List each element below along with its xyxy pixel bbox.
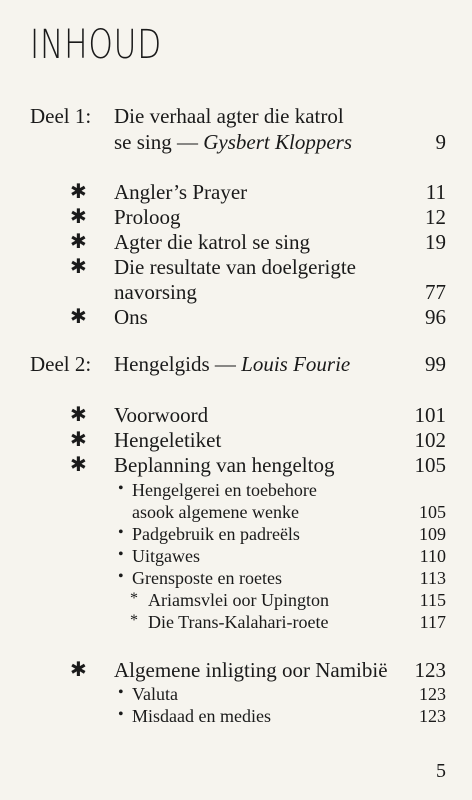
star-icon: ✱ <box>70 181 87 203</box>
toc-item-title: Agter die katrol se sing <box>114 230 310 254</box>
toc-subitem-title: Uitgawes <box>132 546 200 566</box>
part-title-line2 <box>114 130 352 155</box>
bullet-icon: • <box>118 568 124 585</box>
page-number: 5 <box>436 760 446 782</box>
star-icon: ✱ <box>70 659 87 681</box>
page-ref: 123 <box>414 658 446 682</box>
toc-subitem-title: Misdaad en medies <box>132 706 271 726</box>
bullet-icon: • <box>118 706 124 723</box>
star-icon: ✱ <box>70 404 87 426</box>
toc-item-title: Ons <box>114 305 148 329</box>
bullet-icon: • <box>118 480 124 497</box>
star-icon: ✱ <box>70 306 87 328</box>
bullet-icon: • <box>118 524 124 541</box>
toc-subitem-title-line2: asook algemene wenke <box>132 502 299 522</box>
toc-subitem-title: Valuta <box>132 684 178 704</box>
page-ref: 9 <box>435 130 446 154</box>
toc-part-1-line2[interactable] <box>0 130 472 156</box>
page-ref: 99 <box>425 352 446 376</box>
star-icon: ✱ <box>70 231 87 253</box>
bullet-icon: • <box>118 546 124 563</box>
page-ref: 11 <box>425 180 446 204</box>
page-ref: 19 <box>425 230 446 254</box>
part-title <box>114 352 350 377</box>
part-label: Deel 2: <box>30 352 92 376</box>
toc-item[interactable] <box>0 403 472 429</box>
toc-part-2[interactable] <box>0 352 472 378</box>
page-ref: 123 <box>419 706 446 726</box>
page-ref: 12 <box>425 205 446 229</box>
page-ref: 110 <box>419 546 446 566</box>
page-ref: 101 <box>414 403 446 427</box>
part-label: Deel 1: <box>30 104 92 128</box>
toc-subitem-title: Padgebruik en padreëls <box>132 524 300 544</box>
page-ref: 117 <box>419 612 446 632</box>
part-author: Louis Fourie <box>241 352 351 376</box>
toc-item-title: Hengeletiket <box>114 428 222 452</box>
star-icon: ✱ <box>70 454 87 476</box>
page-ref: 109 <box>419 524 446 544</box>
bullet-icon: • <box>118 684 124 701</box>
toc-subsubitem[interactable] <box>0 612 472 638</box>
toc-subitem[interactable] <box>0 706 472 732</box>
asterisk-icon: * <box>130 612 138 629</box>
toc-subitem-title: Grensposte en roetes <box>132 568 282 588</box>
toc-item[interactable] <box>0 305 472 331</box>
toc-part-1[interactable] <box>0 104 472 130</box>
asterisk-icon: * <box>130 590 138 607</box>
toc-item-title: Voorwoord <box>114 403 209 427</box>
part-author: Gysbert Kloppers <box>203 130 352 154</box>
page-ref: 102 <box>414 428 446 452</box>
toc-subitem-title: Hengelgerei en toebehore <box>132 480 317 500</box>
toc-subsubitem-title: Ariamsvlei oor Upington <box>148 590 329 610</box>
toc-item[interactable] <box>0 180 472 206</box>
toc-item[interactable] <box>0 428 472 454</box>
toc-item[interactable] <box>0 658 472 684</box>
toc-item[interactable] <box>0 453 472 479</box>
toc-item-title: Beplanning van hengeltog <box>114 453 335 477</box>
part-title-prefix: Hengelgids — <box>114 352 242 376</box>
toc-item-continued[interactable] <box>0 280 472 306</box>
part-title-prefix: se sing — <box>114 130 204 154</box>
page-ref: 113 <box>419 568 446 588</box>
star-icon: ✱ <box>70 256 87 278</box>
part-title-line1: Die verhaal agter die katrol <box>114 104 344 128</box>
toc-item[interactable] <box>0 205 472 231</box>
page-title: INHOUD <box>30 22 163 68</box>
page-ref: 115 <box>419 590 446 610</box>
toc-item-title: Algemene inligting oor Namibië <box>114 658 388 682</box>
toc-item[interactable] <box>0 255 472 281</box>
page-ref: 96 <box>425 305 446 329</box>
toc-item-title: Die resultate van doelgerigte <box>114 255 356 279</box>
toc-item-title-line2: navorsing <box>114 280 197 304</box>
page-ref: 105 <box>414 453 446 477</box>
page-ref: 77 <box>425 280 446 304</box>
toc-subsubitem-title: Die Trans-Kalahari-roete <box>148 612 329 632</box>
star-icon: ✱ <box>70 429 87 451</box>
toc-item-title: Angler’s Prayer <box>114 180 248 204</box>
star-icon: ✱ <box>70 206 87 228</box>
toc-item[interactable] <box>0 230 472 256</box>
page-ref: 105 <box>419 502 446 522</box>
toc-item-title: Proloog <box>114 205 181 229</box>
page-ref: 123 <box>419 684 446 704</box>
